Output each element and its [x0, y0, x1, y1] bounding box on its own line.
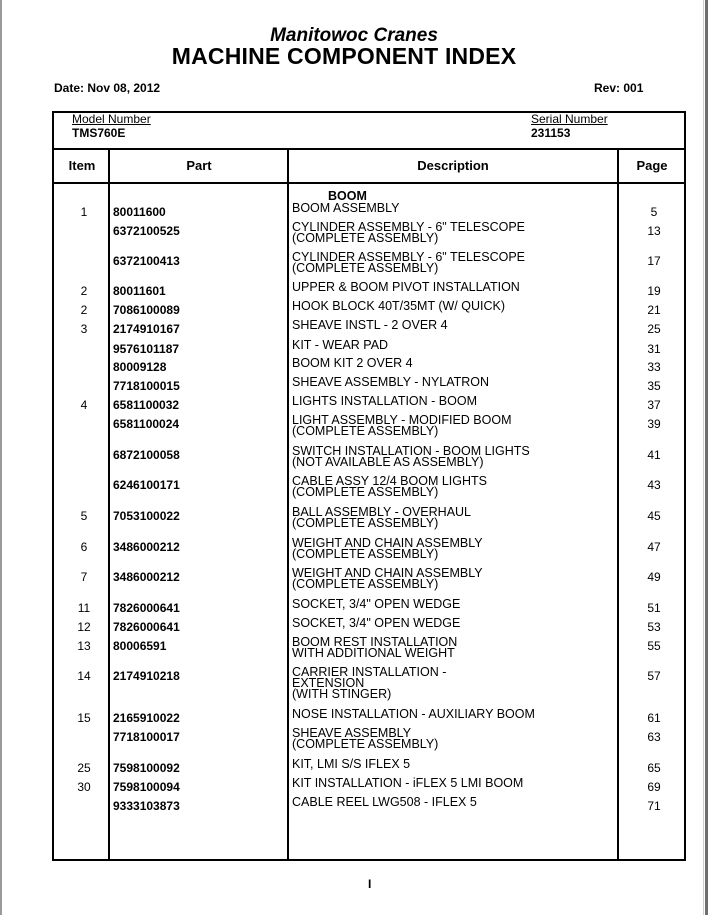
description-cell [292, 568, 483, 590]
description-line: CYLINDER ASSEMBLY - 6" TELESCOPE [292, 250, 525, 264]
page-number-cell: 43 [647, 478, 661, 492]
part-number-cell: 7826000641 [113, 601, 180, 615]
model-number-label: Model Number [72, 112, 151, 126]
item-cell: 3 [80, 322, 88, 336]
part-number-cell: 7826000641 [113, 620, 180, 634]
description-cell [292, 282, 520, 293]
description-line: SHEAVE INSTL - 2 OVER 4 [292, 318, 448, 332]
description-line: WEIGHT AND CHAIN ASSEMBLY [292, 536, 483, 550]
item-cell: 11 [77, 601, 91, 615]
item-cell: 2 [80, 303, 88, 317]
item-cell: 15 [77, 711, 91, 725]
description-cell [292, 358, 413, 369]
description-cell [292, 396, 477, 407]
company-name: Manitowoc Cranes [270, 25, 438, 46]
item-cell: 5 [80, 509, 88, 523]
part-number-cell: 7598100094 [113, 780, 180, 794]
description-line: CARRIER INSTALLATION - [292, 665, 447, 679]
item-cell: 4 [80, 398, 88, 412]
part-number-cell: 80011601 [113, 284, 166, 298]
item-cell: 25 [77, 761, 91, 775]
serial-number-value: 231153 [531, 126, 571, 140]
column-header-page: Page [636, 158, 668, 173]
description-line: (COMPLETE ASSEMBLY) [292, 261, 439, 275]
item-cell: 14 [77, 669, 91, 683]
document-title: MACHINE COMPONENT INDEX [171, 43, 517, 69]
part-number-cell: 3486000212 [113, 570, 180, 584]
description-cell [292, 377, 489, 388]
description-line: SOCKET, 3/4" OPEN WEDGE [292, 597, 461, 611]
part-number-cell: 80011600 [113, 205, 166, 219]
description-line: (COMPLETE ASSEMBLY) [292, 231, 439, 245]
item-cell: 12 [77, 620, 91, 634]
part-number-cell: 80009128 [113, 360, 167, 374]
page-number-cell: 53 [647, 620, 661, 634]
part-number-cell: 2174910167 [113, 322, 180, 336]
column-header-part: Part [186, 158, 212, 173]
part-number-cell: 2165910022 [113, 711, 180, 725]
description-line: BOOM ASSEMBLY [292, 201, 400, 215]
description-line: CABLE ASSY 12/4 BOOM LIGHTS [292, 474, 487, 488]
page-number-cell: 41 [647, 448, 661, 462]
description-cell [292, 507, 471, 529]
description-line: BOOM REST INSTALLATION [292, 635, 458, 649]
description-cell [292, 340, 388, 351]
part-number-cell: 3486000212 [113, 540, 180, 554]
page-number-cell: 5 [650, 205, 658, 219]
description-line: KIT INSTALLATION - iFLEX 5 LMI BOOM [292, 776, 524, 790]
description-line: WEIGHT AND CHAIN ASSEMBLY [292, 566, 483, 580]
page-number-cell: 65 [647, 761, 661, 775]
description-line: (COMPLETE ASSEMBLY) [292, 737, 439, 751]
description-cell [292, 797, 477, 808]
part-number-cell: 6372100413 [113, 254, 180, 268]
description-line: BOOM [328, 189, 367, 203]
description-line: SWITCH INSTALLATION - BOOM LIGHTS [292, 444, 530, 458]
description-cell [292, 618, 460, 629]
part-number-cell: 9576101187 [113, 342, 180, 356]
column-header-description: Description [417, 158, 489, 173]
item-cell: 30 [77, 780, 91, 794]
description-line: SOCKET, 3/4" OPEN WEDGE [292, 616, 461, 630]
item-cell: 2 [80, 284, 88, 298]
description-cell [292, 778, 523, 789]
description-line: (COMPLETE ASSEMBLY) [292, 547, 439, 561]
description-line: (COMPLETE ASSEMBLY) [292, 485, 439, 499]
page-number-cell: 55 [647, 639, 661, 653]
page-number-cell: 25 [647, 322, 661, 336]
page-number-cell: 63 [647, 730, 661, 744]
part-number-cell: 7718100015 [113, 379, 180, 393]
part-number-cell: 7598100092 [113, 761, 180, 775]
description-line: BALL ASSEMBLY - OVERHAUL [292, 505, 472, 519]
part-number-cell: 6581100032 [113, 398, 180, 412]
part-number-cell: 7086100089 [113, 303, 180, 317]
description-line: (COMPLETE ASSEMBLY) [292, 577, 439, 591]
part-number-cell: 6581100024 [113, 417, 180, 431]
part-number-cell: 6872100058 [113, 448, 180, 462]
page-number-cell: 37 [647, 398, 661, 412]
item-cell: 7 [80, 570, 88, 584]
description-line: (COMPLETE ASSEMBLY) [292, 424, 439, 438]
page-number-cell: 31 [647, 342, 661, 356]
description-cell [292, 301, 505, 312]
description-line: KIT, LMI S/S IFLEX 5 [292, 757, 411, 771]
description-cell [292, 476, 487, 498]
document-date: Date: Nov 08, 2012 [54, 81, 161, 95]
model-number-value: TMS760E [72, 126, 126, 140]
page-number-cell: 45 [647, 509, 661, 523]
part-number-cell: 2174910218 [113, 669, 180, 683]
part-number-cell: 7718100017 [113, 730, 180, 744]
description-line: CYLINDER ASSEMBLY - 6" TELESCOPE [292, 220, 525, 234]
description-cell [292, 446, 530, 468]
page-number-cell: 39 [647, 417, 661, 431]
description-cell [292, 538, 483, 560]
description-line: UPPER & BOOM PIVOT INSTALLATION [292, 280, 520, 294]
description-line: LIGHT ASSEMBLY - MODIFIED BOOM [292, 413, 512, 427]
page-footer-mark: I [368, 877, 372, 891]
description-line: SHEAVE ASSEMBLY [292, 726, 412, 740]
description-line: EXTENSION [292, 676, 365, 690]
page-number-cell: 19 [647, 284, 661, 298]
part-number-cell: 6372100525 [113, 224, 180, 238]
description-line: (NOT AVAILABLE AS ASSEMBLY) [292, 455, 484, 469]
part-number-cell: 6246100171 [113, 478, 180, 492]
page-number-cell: 61 [647, 711, 661, 725]
description-line: KIT - WEAR PAD [292, 338, 389, 352]
description-line: SHEAVE ASSEMBLY - NYLATRON [292, 375, 490, 389]
description-cell [292, 667, 446, 700]
description-line: WITH ADDITIONAL WEIGHT [292, 646, 455, 660]
column-header-item: Item [68, 158, 96, 173]
description-cell [292, 415, 512, 437]
page-number-cell: 57 [647, 669, 661, 683]
page-number-cell: 71 [647, 799, 661, 813]
description-line: (COMPLETE ASSEMBLY) [292, 516, 439, 530]
page-number-cell: 33 [647, 360, 661, 374]
page-number-cell: 51 [647, 601, 661, 615]
part-number-cell: 7053100022 [113, 509, 180, 523]
description-cell [292, 320, 448, 331]
serial-number-label: Serial Number [531, 112, 608, 126]
page-number-cell: 47 [647, 540, 661, 554]
page-number-cell: 35 [647, 379, 661, 393]
part-number-cell: 9333103873 [113, 799, 180, 813]
item-cell: 6 [80, 540, 88, 554]
description-cell [292, 222, 525, 244]
description-line: HOOK BLOCK 40T/35MT (W/ QUICK) [292, 299, 506, 313]
page-number-cell: 13 [647, 224, 661, 238]
description-cell [292, 203, 399, 214]
description-cell [292, 252, 525, 274]
description-line: (WITH STINGER) [292, 687, 392, 701]
description-cell [292, 759, 410, 770]
page-number-cell: 17 [647, 254, 661, 268]
item-cell: 1 [80, 205, 88, 219]
document-revision: Rev: 001 [594, 81, 644, 95]
description-cell [292, 728, 438, 750]
page-number-cell: 21 [647, 303, 661, 317]
page-number-cell: 69 [647, 780, 661, 794]
page-number-cell: 49 [647, 570, 661, 584]
part-number-cell: 80006591 [113, 639, 167, 653]
description-line: BOOM KIT 2 OVER 4 [292, 356, 413, 370]
description-cell [292, 599, 460, 610]
description-line: NOSE INSTALLATION - AUXILIARY BOOM [292, 707, 535, 721]
item-cell: 13 [77, 639, 91, 653]
description-cell [292, 637, 457, 659]
description-cell [292, 709, 535, 720]
description-line: CABLE REEL LWG508 - IFLEX 5 [292, 795, 477, 809]
description-line: LIGHTS INSTALLATION - BOOM [292, 394, 477, 408]
